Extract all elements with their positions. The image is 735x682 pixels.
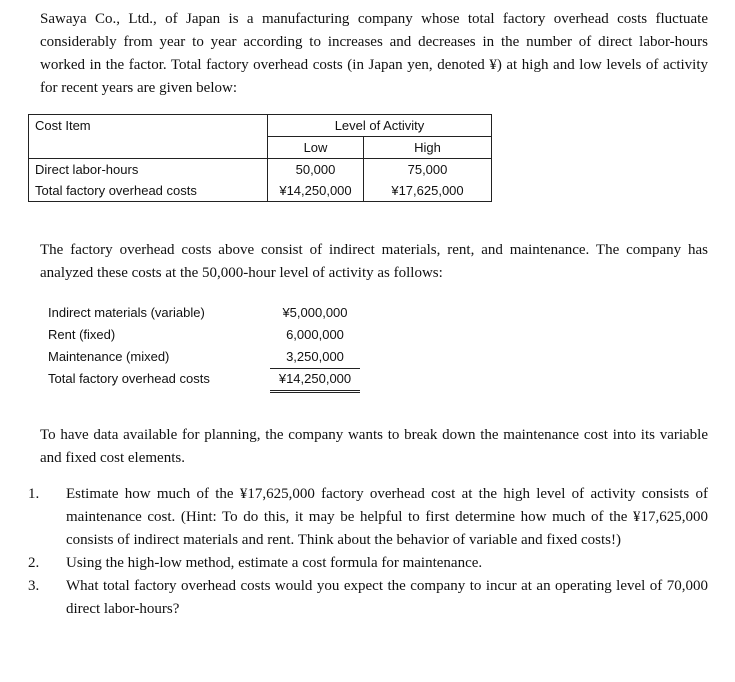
question-number: 2. bbox=[28, 555, 40, 571]
question-text: Estimate how much of the ¥17,625,000 factory overhead cost at the high level of activity consists of maintenance cost. (Hint: To do this, it may be helpful to first determine how much of the ¥17,625,000 consists of indirect materials and rent. Think about the behavior of variable and fixed costs!) bbox=[66, 486, 708, 548]
cost-value: 3,250,000 bbox=[270, 346, 360, 369]
total-value: ¥14,250,000 bbox=[270, 368, 360, 393]
intro-paragraph: Sawaya Co., Ltd., of Japan is a manufacturing company whose total factory overhead costs fluctuate considerably from year to year according to increases and decreases in the number of direct labor-hours worked in the factor. Total factory overhead costs (in Japan yen, denoted ¥) at high and low levels of activity for recent years are given below: bbox=[40, 11, 708, 96]
question-number: 3. bbox=[28, 578, 40, 594]
cost-value: 6,000,000 bbox=[286, 327, 344, 342]
cost-label: Maintenance (mixed) bbox=[48, 349, 170, 364]
cost-value: ¥5,000,000 bbox=[282, 305, 348, 320]
low-value: ¥14,250,000 bbox=[268, 180, 364, 202]
cost-item-header: Cost Item bbox=[29, 115, 268, 137]
activity-levels-table bbox=[28, 114, 492, 202]
empty-cell bbox=[29, 137, 268, 159]
question-number: 1. bbox=[28, 486, 40, 502]
high-value: ¥17,625,000 bbox=[364, 180, 492, 202]
question-text: Using the high-low method, estimate a cost formula for maintenance. bbox=[66, 555, 483, 571]
high-header: High bbox=[364, 137, 492, 159]
low-value: 50,000 bbox=[268, 159, 364, 181]
table-row bbox=[29, 180, 492, 202]
question-text: What total factory overhead costs would you expect the company to incur at an operating level of 70,000 direct labor-hours? bbox=[66, 578, 708, 617]
low-header: Low bbox=[268, 137, 364, 159]
question-item bbox=[28, 552, 708, 575]
question-list bbox=[28, 483, 708, 621]
question-item bbox=[28, 483, 708, 552]
cost-label: Total factory overhead costs bbox=[48, 371, 210, 386]
level-of-activity-header: Level of Activity bbox=[268, 115, 492, 137]
row-label: Total factory overhead costs bbox=[29, 180, 268, 202]
cost-label: Indirect materials (variable) bbox=[48, 305, 205, 320]
table-subheader-row bbox=[29, 137, 492, 159]
table-header-row bbox=[29, 115, 492, 137]
table-row bbox=[29, 159, 492, 181]
planning-paragraph: To have data available for planning, the company wants to break down the maintenance cost into its variable and fixed cost elements. bbox=[40, 427, 708, 466]
cost-composition-paragraph: The factory overhead costs above consist of indirect materials, rent, and maintenance. The company has analyzed these costs at the 50,000-hour level of activity as follows: bbox=[40, 242, 708, 281]
row-label: Direct labor-hours bbox=[29, 159, 268, 181]
cost-label: Rent (fixed) bbox=[48, 327, 116, 342]
high-value: 75,000 bbox=[364, 159, 492, 181]
question-item bbox=[28, 575, 708, 621]
